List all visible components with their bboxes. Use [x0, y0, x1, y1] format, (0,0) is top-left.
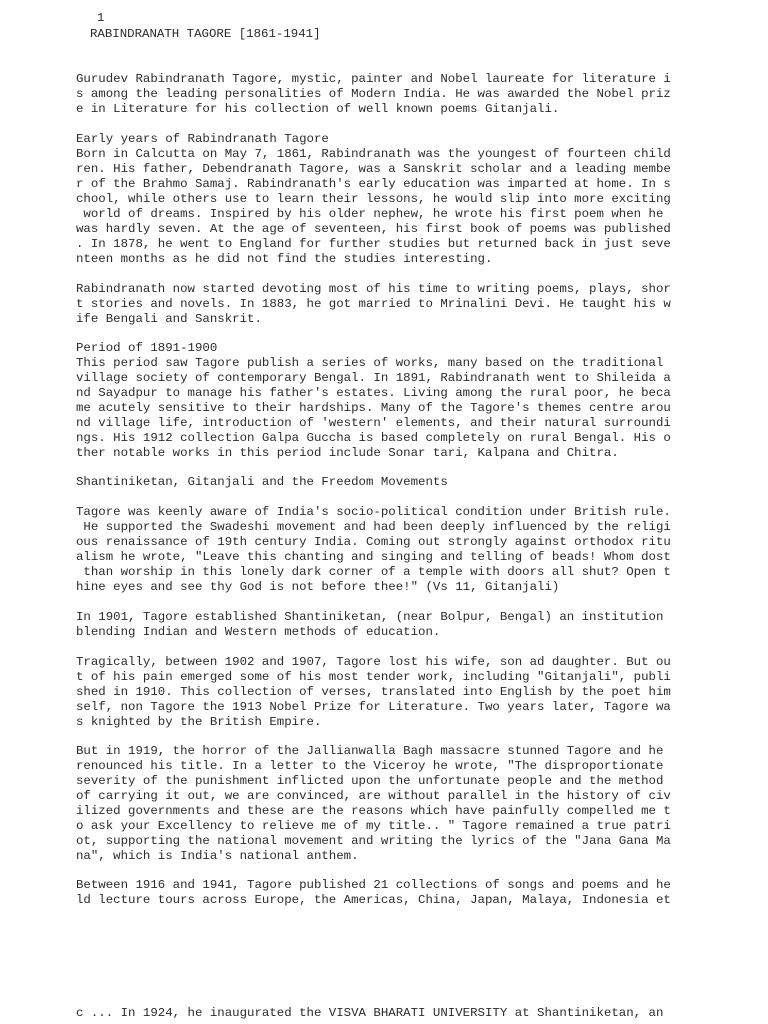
text-line: self, non Tagore the 1913 Nobel Prize for Literature. Two years later, Tagore wa	[76, 700, 671, 714]
text-line: nd Sayadpur to manage his father's estates. Living among the rural poor, he beca	[76, 386, 671, 400]
text-line: nd village life, introduction of 'western' elements, and their natural surroundi	[76, 416, 671, 430]
text-line: of carrying it out, we are convinced, are without parallel in the history of civ	[76, 789, 671, 803]
section-heading: Period of 1891-1900	[76, 341, 218, 355]
text-line: hine eyes and see thy God is not before thee!" (Vs 11, Gitanjali)	[76, 580, 560, 594]
text-line: na", which is India's national anthem.	[76, 849, 359, 863]
text-line: o ask your Excellency to relieve me of my title.. " Tagore remained a true patri	[76, 819, 671, 833]
text-line: world of dreams. Inspired by his older nephew, he wrote his first poem when he	[76, 207, 664, 221]
section-heading: Shantiniketan, Gitanjali and the Freedom Movements	[76, 475, 448, 489]
text-line: me acutely sensitive to their hardships. Many of the Tagore's themes centre arou	[76, 401, 671, 415]
text-line: shed in 1910. This collection of verses, translated into English by the poet him	[76, 685, 671, 699]
text-line: ren. His father, Debendranath Tagore, was a Sanskrit scholar and a leading membe	[76, 162, 671, 176]
text-line: ld lecture tours across Europe, the Americas, China, Japan, Malaya, Indonesia et	[76, 893, 671, 907]
text-line: e in Literature for his collection of well known poems Gitanjali.	[76, 102, 560, 116]
text-line: blending Indian and Western methods of education.	[76, 625, 441, 639]
text-line: ther notable works in this period include Sonar tari, Kalpana and Chitra.	[76, 446, 619, 460]
text-line: ous renaissance of 19th century India. Coming out strongly against orthodox ritu	[76, 535, 671, 549]
text-line: chool, while others use to learn their lessons, he would slip into more exciting	[76, 192, 671, 206]
text-line: . In 1878, he went to England for further studies but returned back in just seve	[76, 237, 671, 251]
text-line: s among the leading personalities of Modern India. He was awarded the Nobel priz	[76, 87, 671, 101]
text-line: Between 1916 and 1941, Tagore published 21 collections of songs and poems and he	[76, 878, 671, 892]
text-line: Tagore was keenly aware of India's socio-political condition under British rule.	[76, 505, 671, 519]
text-line: But in 1919, the horror of the Jallianwalla Bagh massacre stunned Tagore and he	[76, 744, 664, 758]
text-line: was hardly seven. At the age of seventeen, his first book of poems was published	[76, 222, 671, 236]
text-line: Tragically, between 1902 and 1907, Tagore lost his wife, son ad daughter. But ou	[76, 655, 671, 669]
page-number: 1	[97, 11, 105, 25]
text-line: s knighted by the British Empire.	[76, 715, 322, 729]
text-line: village society of contemporary Bengal. In 1891, Rabindranath went to Shileida a	[76, 371, 671, 385]
text-line: ngs. His 1912 collection Galpa Guccha is based completely on rural Bengal. His o	[76, 431, 671, 445]
text-line: In 1901, Tagore established Shantiniketan, (near Bolpur, Bengal) an institution	[76, 610, 664, 624]
text-line: c ... In 1924, he inaugurated the VISVA BHARATI UNIVERSITY at Shantiniketan, an	[76, 1006, 664, 1020]
text-line: ilized governments and these are the reasons which have painfully compelled me t	[76, 804, 671, 818]
text-line: ot, supporting the national movement and writing the lyrics of the "Jana Gana Ma	[76, 834, 671, 848]
text-line: r of the Brahmo Samaj. Rabindranath's early education was imparted at home. In s	[76, 177, 671, 191]
text-line: than worship in this lonely dark corner of a temple with doors all shut? Open t	[76, 565, 671, 579]
text-line: He supported the Swadeshi movement and had been deeply influenced by the religi	[76, 520, 671, 534]
text-line: This period saw Tagore publish a series of works, many based on the traditional	[76, 356, 664, 370]
text-line: t of his pain emerged some of his most tender work, including "Gitanjali", publi	[76, 670, 671, 684]
text-line: Rabindranath now started devoting most of his time to writing poems, plays, shor	[76, 282, 671, 296]
text-line: t stories and novels. In 1883, he got married to Mrinalini Devi. He taught his w	[76, 297, 671, 311]
text-line: ife Bengali and Sanskrit.	[76, 312, 262, 326]
text-line: Gurudev Rabindranath Tagore, mystic, painter and Nobel laureate for literature i	[76, 72, 671, 86]
text-line: Born in Calcutta on May 7, 1861, Rabindranath was the youngest of fourteen child	[76, 147, 671, 161]
text-line: severity of the punishment inflicted upon the unfortunate people and the method	[76, 774, 664, 788]
text-line: alism he wrote, "Leave this chanting and singing and telling of beads! Whom dost	[76, 550, 671, 564]
text-line: nteen months as he did not find the studies interesting.	[76, 252, 493, 266]
document-title: RABINDRANATH TAGORE [1861-1941]	[90, 27, 321, 41]
text-line: renounced his title. In a letter to the Viceroy he wrote, "The disproportionate	[76, 759, 664, 773]
section-heading: Early years of Rabindranath Tagore	[76, 132, 329, 146]
